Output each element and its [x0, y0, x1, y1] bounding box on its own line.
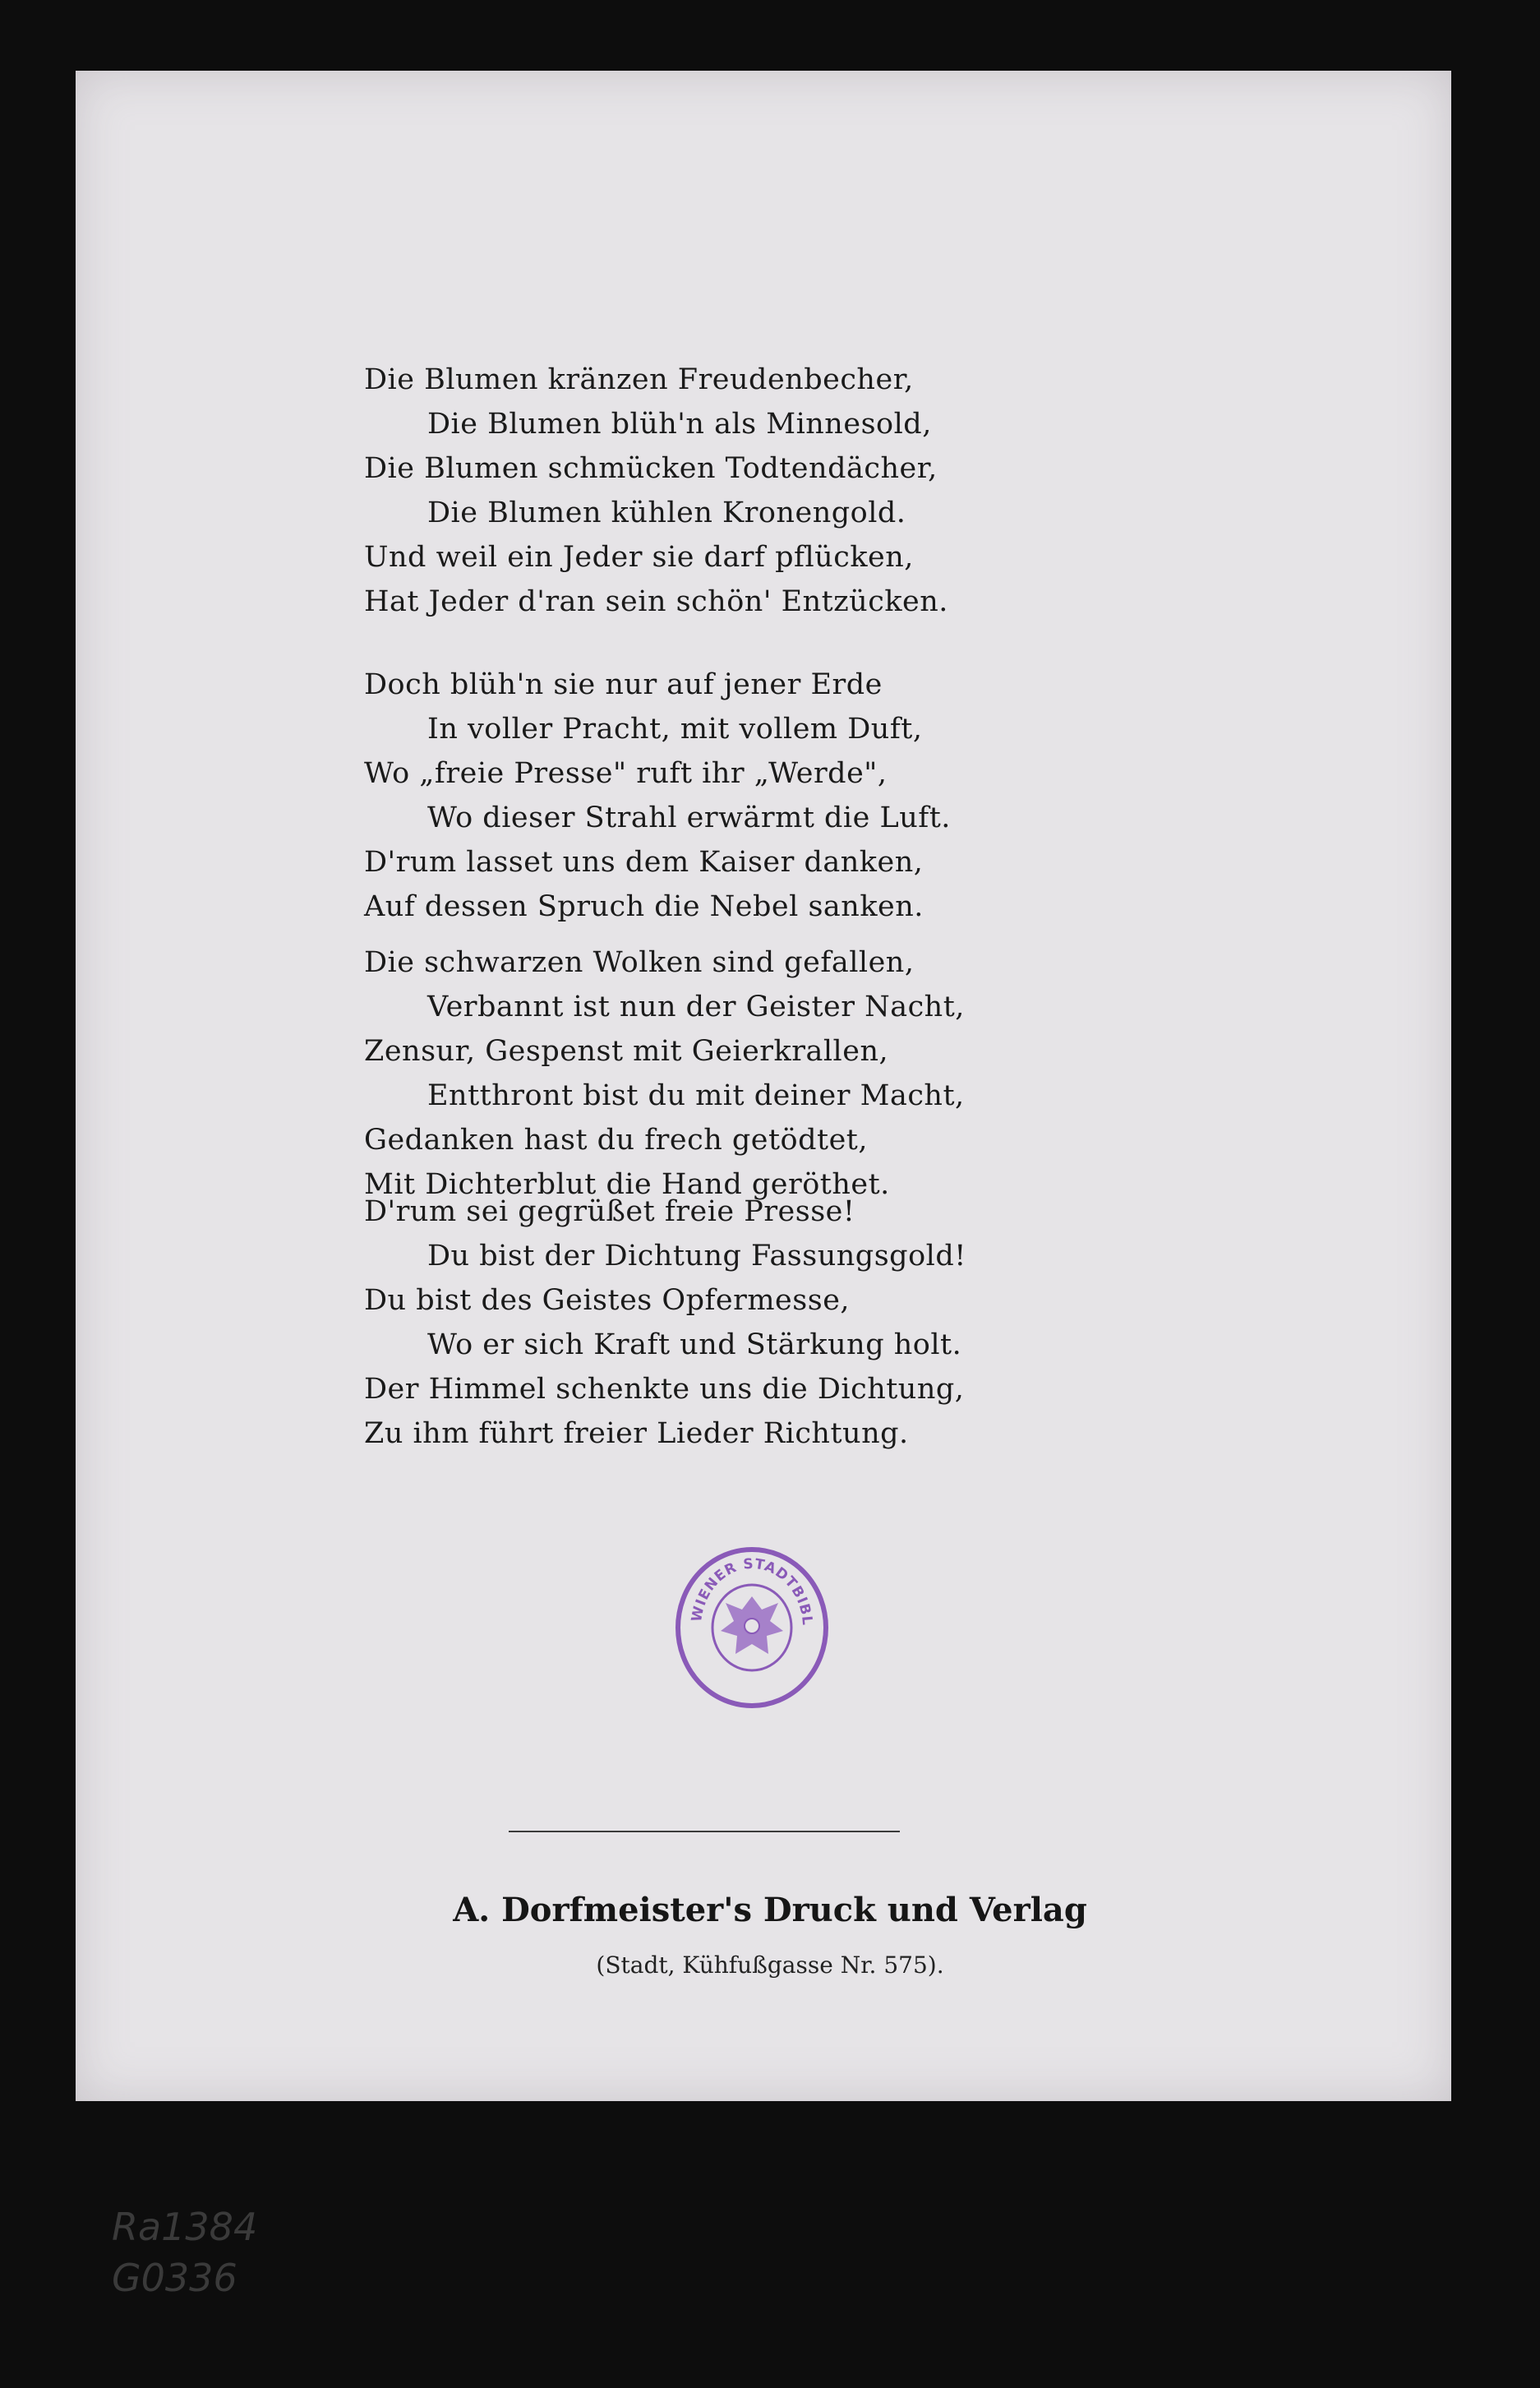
verse-line: Die Blumen blüh'n als Minnesold,	[427, 408, 932, 441]
verse-line: Gedanken hast du frech getödtet,	[364, 1124, 868, 1157]
verse-line: Du bist der Dichtung Fassungsgold!	[427, 1240, 966, 1273]
verse-line: Die Blumen kühlen Kronengold.	[427, 497, 906, 529]
verse-line: Wo er sich Kraft und Stärkung holt.	[427, 1328, 962, 1361]
verse-line: Hat Jeder d'ran sein schön' Entzücken.	[364, 585, 948, 618]
library-stamp	[670, 1545, 834, 1710]
verse-line: Die Blumen schmücken Todtendächer,	[364, 452, 938, 485]
verse-line: Zensur, Gespenst mit Geierkrallen,	[364, 1035, 889, 1068]
verse-line: Auf dessen Spruch die Nebel sanken.	[364, 890, 924, 923]
verse-line: D'rum lasset uns dem Kaiser danken,	[364, 846, 924, 879]
verse-line: Die schwarzen Wolken sind gefallen,	[364, 946, 915, 979]
eagle-stamp-icon	[670, 1545, 834, 1710]
verse-line: Du bist des Geistes Opfermesse,	[364, 1284, 851, 1317]
verse-line: Die Blumen kränzen Freudenbecher,	[364, 363, 914, 396]
verse-line: Der Himmel schenkte uns die Dichtung,	[364, 1373, 965, 1406]
verse-line: Mit Dichterblut die Hand geröthet.	[364, 1168, 890, 1201]
verse-line: Wo „freie Presse" ruft ihr „Werde",	[364, 757, 888, 790]
verse-line: Entthront bist du mit deiner Macht,	[427, 1079, 965, 1112]
archive-signature: G0336	[112, 2256, 237, 2300]
verse-line: Wo dieser Strahl erwärmt die Luft.	[427, 801, 951, 834]
separator-line	[509, 1831, 900, 1832]
verse-line: D'rum sei gegrüßet freie Presse!	[364, 1195, 855, 1228]
publisher-imprint: A. Dorfmeister's Druck und Verlag	[453, 1891, 1087, 1929]
stamp-text: WIENER STADTBIBL	[688, 1555, 816, 1627]
verse-line: Und weil ein Jeder sie darf pflücken,	[364, 541, 914, 574]
verse-line: Doch blüh'n sie nur auf jener Erde	[364, 668, 883, 701]
verse-line: In voller Pracht, mit vollem Duft,	[427, 713, 923, 746]
archive-signature: Ra1384	[112, 2205, 258, 2249]
publisher-address: (Stadt, Kühfußgasse Nr. 575).	[596, 1952, 944, 1979]
verse-line: Verbannt ist nun der Geister Nacht,	[427, 991, 965, 1023]
verse-line: Zu ihm führt freier Lieder Richtung.	[364, 1417, 909, 1450]
